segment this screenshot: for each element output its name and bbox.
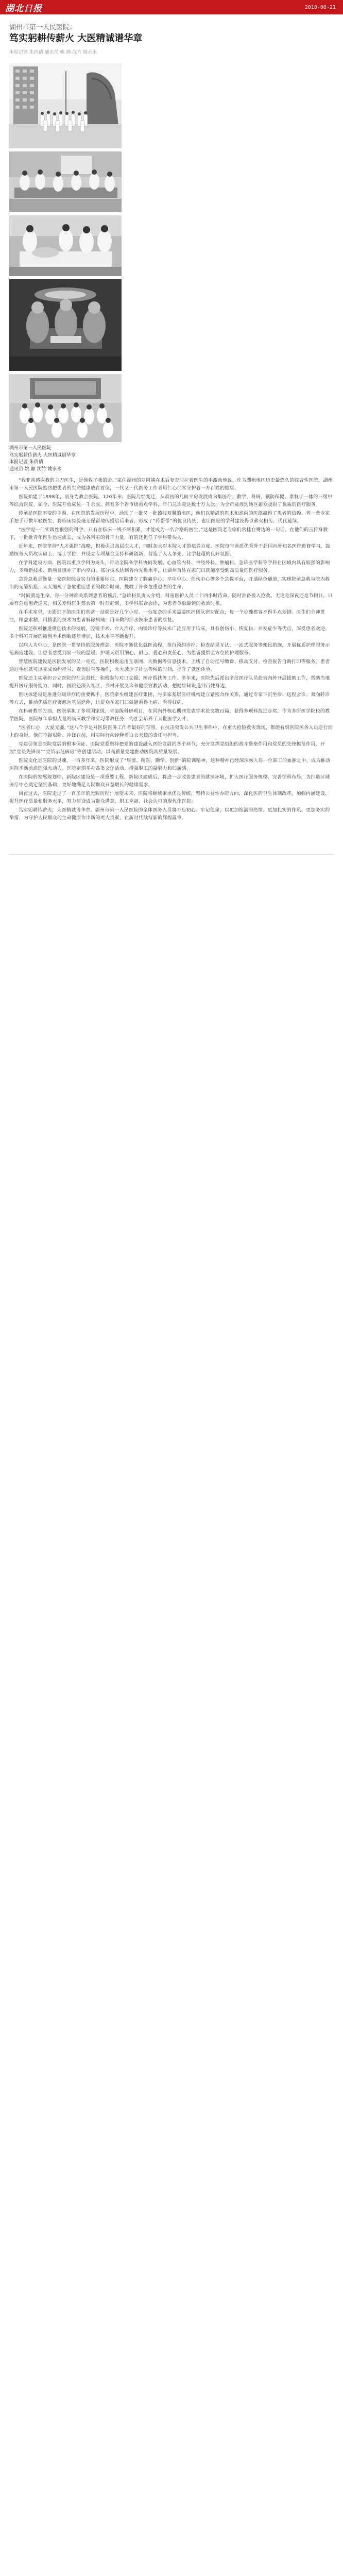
article-paragraph: 笃实躬耕传薪火，大医精诚谱华章。湖州市第一人民医院的全体医务人员将不忘初心、牢记使命，以更加饱满的热情、更加扎实的作风、更加务实的举措，为守护人民群众的生命健康作出新的更大贡献，在新时代续写新的辉煌篇章。 [9, 808, 330, 821]
article-paragraph: “医学是一门实践性很强的科学，只有在临床一线不断积累，才能成为一名合格的医生。”这是医院老专家们常挂在嘴边的一句话。在他们的言传身教下，一批批青年医生迅速成长，成为各科室的骨干力量，有的还担任了学科带头人。 [9, 528, 328, 541]
article-paragraph: 智慧医院建设是医院发展的又一亮点。医院积极运用互联网、大数据等信息技术，上线了自助挂号缴费、移动支付、检查报告自助打印等服务，患者通过手机就可以完成预约挂号、查询报告等操作，大大减少了排队等候的时间，提升了就医体验。 [9, 659, 330, 673]
photo-caption [0, 442, 343, 473]
article-paragraph: 医院还积极推进微创技术的发展，腔镜手术、介入治疗、内镜诊疗等技术广泛应用于临床，具有创伤小、恢复快、并发症少等优点，深受患者欢迎。多个科室开展的微创手术例数逐年增加，技术水平不断提升。 [9, 626, 330, 640]
caption-line: 湖州市第一人民医院 [9, 446, 52, 451]
newspaper-logo[interactable]: 湖北日报 [5, 3, 42, 14]
caption-line: 通讯员 姚 静 沈竹 姚永水 [9, 466, 62, 472]
article-paragraph: 医联体建设是推进分级诊疗的重要抓手。医院牵头组建医疗集团，与多家基层医疗机构建立紧密合作关系，通过专家下沉坐诊、远程会诊、双向转诊等方式，推动优质医疗资源向基层延伸，让群众在家门口就能看得上病、看得好病。 [9, 692, 330, 706]
article-paragraph: 急诊急救是衡量一家医院综合实力的重要标志。医院建立了胸痛中心、卒中中心、创伤中心等多个急救平台，开通绿色通道，实现院前急救与院内救治的无缝衔接，大大缩短了急危重症患者的救治时间，挽救了许多危重患者的生命。 [9, 577, 330, 590]
caption-line: 本报记者 朱倩倩 [9, 460, 43, 465]
article-paragraph: 医院始建于1898年，前身为教会医院，120年来，医院几经变迁，从最初的几间平房发展成为集医疗、教学、科研、预防保健、康复于一体的三级甲等综合医院。如今，医院开放床位一千余张，拥有多个省市级重点学科，年门急诊量达数十万人次，为全市及周边地区群众提供了优质的医疗服务。 [9, 495, 333, 508]
article-paragraph: 回首过去，医院走过了一百多年的光辉历程；展望未来，医院将继续秉承优良传统，坚持公益性办院方向，深化医药卫生体制改革，加强内涵建设，提升医疗质量和服务水平，努力建设成为群众满意、职工幸福、社会认可的现代化医院。 [9, 791, 330, 805]
article-paragraph: 在科研教学方面，医院承担了多项国家级、省部级科研项目，在国内外核心期刊发表学术论文数百篇，获得多项科技进步奖。作为多所医学院校的教学医院，医院每年承担大量的临床教学和实习带教任务，为社会培养了大批医学人才。 [9, 709, 330, 722]
article-paragraph: “我非常感谢我的主刀医生，是他救了我的命。”家住湖州的刘阿姨在术后复查时拉着医生的手激动地说。作为湖州地区历史最悠久的综合性医院，湖州市第一人民医院始终把患者的生命健康放在首位，一代又一代医务工作者用仁心仁术守护着一方百姓的健康。 [9, 478, 333, 492]
article-paragraph: 医院文化是医院的灵魂。一百多年来，医院形成了“厚德、精医、勤学、创新”的院训精神，这种精神已经深深融入每一位职工的血脉之中，成为推动医院不断前进的强大动力。医院定期举办各类文化活动，增强职工的凝聚力和归属感。 [9, 758, 331, 772]
team-meeting-photo [9, 151, 122, 212]
article-byline: 本报记者 朱倩倩 通讯员 姚 静 沈竹 姚永水 [9, 50, 97, 56]
article-paragraph: “时间就是生命，每一分钟都关系到患者的预后。”急诊科负责人介绍，科室医护人员二十四小时待命，随时准备投入抢救。无论是深夜还是节假日，只要有危重患者送来，相关专科医生都会第一时间赶到，多学科联合会诊，为患者争取最佳的救治时机。 [9, 594, 333, 607]
article-paragraph: 在医院的发展规划中，新院区建设是一项重要工程。新院区建成后，将进一步改善患者的就医环境，扩大医疗服务规模，完善学科布局，为打造区域医疗中心奠定坚实基础，更好地满足人民群众日益增长的健康需求。 [9, 775, 330, 788]
article-title: 笃实躬耕传薪火 大医精诚谱华章 [9, 33, 143, 44]
article-paragraph: 以病人为中心，是医院一贯坚持的服务理念。医院不断优化就医流程，推行预约诊疗、检查结果互认、一站式服务等便民措施，开展优质护理服务示范病房建设，让患者感受到家一般的温暖。护理人员用细心、耐心、爱心和责任心，为患者提供全方位的护理服务。 [9, 643, 330, 656]
article-paragraph: 近年来，医院坚持“人才强院”战略，积极引进高层次人才，同时加大对本院人才的培养力度。医院每年选派优秀骨干赴国内外知名医院进修学习，鼓励医务人员攻读硕士、博士学位，并设立专项基金支持科研创新，营造了人人争先、比学赶超的良好氛围。 [9, 544, 331, 557]
article-paragraph: 在学科建设方面，医院以重点学科为龙头，带动全院各学科协同发展。心血管内科、神经外科、肿瘤科、急诊医学科等学科在区域内具有较强的影响力，多项新技术、新项目填补了市内空白，部分技术达到省内先进水平，让湖州百姓在家门口就能享受到高质量的医疗服务。 [9, 561, 330, 574]
footer-divider [9, 854, 334, 855]
top-bar [0, 0, 343, 14]
hospital-building-photo [9, 63, 122, 148]
article-paragraph: 传承是医院不变的主题。在医院的发展历程中，涌现了一批又一批德技双馨的名医，他们以精湛的医术和高尚的医德赢得了患者的信赖。老一辈专家手把手带教年轻医生，将临床经验毫无保留地传授给后来者，形成了“传帮带”的优良传统，也让医院的学科建设得以薪火相传、代代延续。 [9, 511, 330, 524]
article-paragraph: 在手术室里，无影灯下的医生们常常一站就是好几个小时。一台复杂的手术需要医护团队密切配合，每一个步骤都容不得半点差错。医生们全神贯注，精益求精，用精湛的技术为患者解除病痛，用辛勤的汗水换来患者的康复。 [9, 610, 325, 623]
article-paragraph: 医院还主动承担公立医院的社会责任，积极参与对口支援、医疗帮扶等工作。多年来，医院先后派出多批医疗队员赴省内外开展援助工作，帮助当地提升医疗服务能力。同时，医院还深入社区、乡村开展义诊和健康宣教活动，把健康知识送到百姓身边。 [9, 676, 330, 689]
article-paragraph: “医者仁心，大爱无疆。”这八个字是对医院医务工作者最好的写照。在抗击突发公共卫生事件中，在重大抢险救灾现场，都能看到医院医务人员逆行而上的身影。他们不畏艰险、冲锋在前，用实际行动诠释着白衣天使的责任与担当。 [9, 725, 333, 739]
article-body [0, 473, 343, 844]
surgery-photo [9, 279, 122, 371]
publish-date: 2018-08-21 [304, 4, 336, 10]
staff-assembly-photo [9, 374, 122, 442]
article-kicker: 湖州市第一人民医院： [9, 24, 77, 31]
article-header [0, 14, 343, 59]
article-paragraph: 党建引领是医院发展的根本保证。医院党委坚持把党的建设融入医院发展的各个环节，充分发挥党组织的战斗堡垒作用和党员的先锋模范作用，开展“党员先锋岗”“党员示范病房”等创建活动，以高质量党建推动医院高质量发展。 [9, 742, 325, 755]
photo-strip [0, 63, 343, 442]
bedside-care-photo [9, 215, 122, 276]
caption-line: 笃实躬耕传薪火 大医精诚谱华章 [9, 452, 76, 458]
